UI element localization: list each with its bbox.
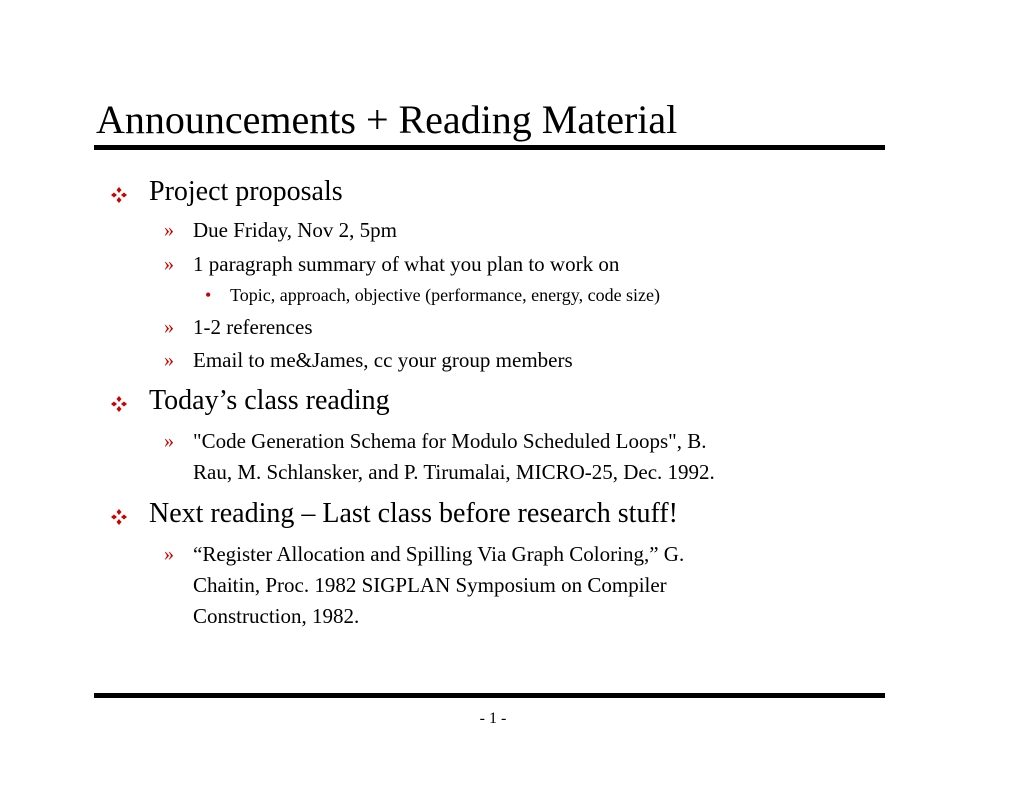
sub-bullet-text: 1 paragraph summary of what you plan to work on: [193, 252, 620, 276]
sub-bullet-text-continued: Rau, M. Schlansker, and P. Tirumalai, MICRO-25, Dec. 1992.: [193, 460, 715, 484]
sub-bullet-text: Email to me&James, cc your group members: [193, 348, 573, 372]
sub-bullet-text: 1-2 references: [193, 315, 313, 339]
sub-bullet-text: “Register Allocation and Spilling Via Graph Coloring,” G.: [193, 542, 685, 566]
sub-sub-bullet-text: Topic, approach, objective (performance, energy, code size): [230, 285, 661, 305]
footer-rule: [94, 693, 885, 698]
sub-bullet-marker: »: [164, 219, 174, 241]
bullet-heading: Next reading – Last class before research stuff!: [149, 498, 678, 529]
sub-bullet-text: "Code Generation Schema for Modulo Scheduled Loops", B.: [193, 429, 707, 453]
bullet-heading: Today’s class reading: [149, 385, 390, 416]
diamond-bullet-icon: [111, 509, 127, 525]
sub-bullet-text-continued: Chaitin, Proc. 1982 SIGPLAN Symposium on Compiler: [193, 573, 667, 597]
slide-title: Announcements + Reading Material: [96, 97, 678, 142]
sub-bullet-marker: »: [164, 253, 174, 275]
sub-bullet-text: Due Friday, Nov 2, 5pm: [193, 218, 397, 242]
diamond-bullet-icon: [111, 396, 127, 412]
diamond-bullet-icon: [111, 187, 127, 203]
sub-bullet-marker: »: [164, 543, 174, 565]
title-rule: [94, 145, 885, 150]
sub-bullet-marker: »: [164, 430, 174, 452]
sub-bullet-marker: »: [164, 349, 174, 371]
sub-sub-bullet-marker: •: [205, 285, 212, 305]
sub-bullet-text-continued: Construction, 1982.: [193, 604, 360, 628]
bullet-heading: Project proposals: [149, 176, 343, 207]
sub-bullet-marker: »: [164, 316, 174, 338]
page-number: - 1 -: [479, 710, 507, 727]
